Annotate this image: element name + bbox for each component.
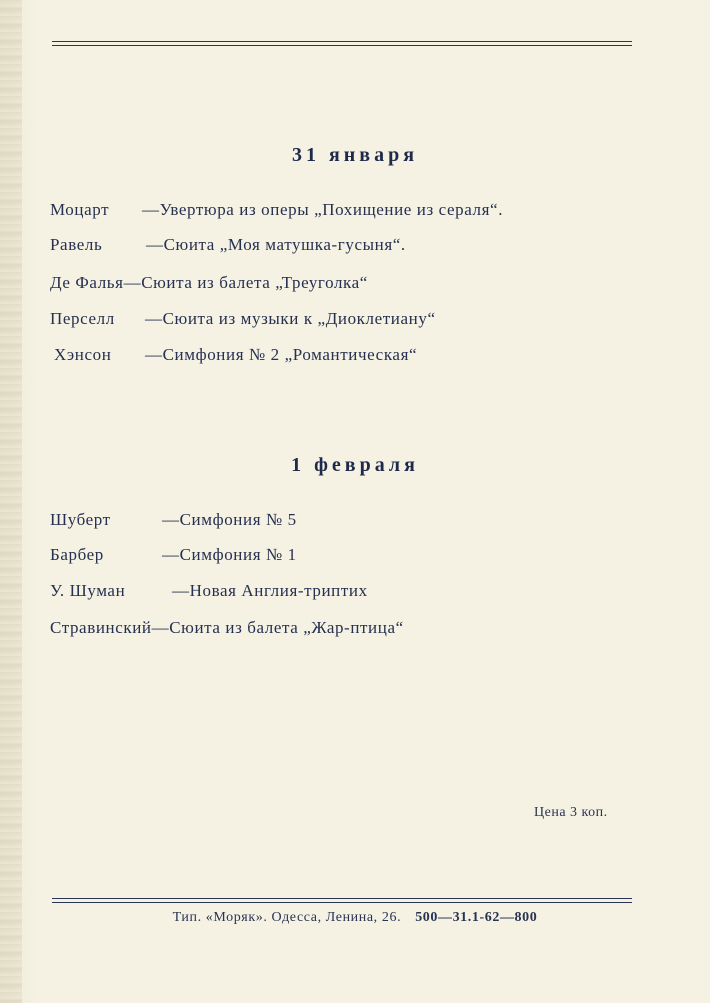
work-title: —Сюита из балета „Треуголка“ bbox=[123, 273, 368, 292]
work-title: —Сюита „Моя матушка-гусыня“. bbox=[146, 235, 406, 254]
price-label: Цена 3 коп. bbox=[534, 805, 608, 820]
program-row bbox=[50, 309, 436, 329]
composer-name: Барбер bbox=[50, 545, 104, 564]
program-row bbox=[50, 510, 297, 530]
bottom-rule-1 bbox=[52, 898, 632, 899]
program-row bbox=[50, 581, 368, 601]
program-row bbox=[50, 618, 404, 638]
top-rule-1 bbox=[52, 41, 632, 42]
program-row bbox=[50, 545, 297, 565]
work-title: —Сюита из балета „Жар-птица“ bbox=[151, 618, 404, 637]
printer-imprint bbox=[0, 910, 710, 926]
composer-name: Хэнсон bbox=[54, 345, 112, 364]
work-title: —Симфония № 2 „Романтическая“ bbox=[145, 345, 418, 364]
top-rule-2 bbox=[52, 45, 632, 46]
composer-name: Равель bbox=[50, 235, 103, 254]
work-title: —Симфония № 1 bbox=[162, 545, 297, 564]
composer-name: У. Шуман bbox=[50, 581, 126, 600]
concert-date-heading: 1 февраля bbox=[291, 454, 419, 476]
composer-name: Де Фалья bbox=[50, 273, 124, 292]
program-row bbox=[54, 345, 417, 365]
concert-date-heading: 31 января bbox=[291, 144, 419, 166]
print-order-code: 500—31.1-62—800 bbox=[415, 910, 538, 925]
printer-address: Тип. «Моряк». Одесса, Ленина, 26. bbox=[172, 910, 402, 925]
composer-name: Стравинский bbox=[50, 618, 152, 637]
composer-name: Шуберт bbox=[50, 510, 111, 529]
bottom-rule-2 bbox=[52, 902, 632, 903]
program-row bbox=[50, 200, 503, 220]
program-row bbox=[50, 235, 406, 255]
work-title: —Новая Англия-триптих bbox=[172, 581, 368, 600]
work-title: —Сюита из музыки к „Диоклетиану“ bbox=[145, 309, 436, 328]
work-title: —Увертюра из оперы „Похищение из сераля“. bbox=[142, 200, 504, 219]
work-title: —Симфония № 5 bbox=[162, 510, 297, 529]
composer-name: Моцарт bbox=[50, 200, 110, 219]
composer-name: Перселл bbox=[50, 309, 115, 328]
program-row bbox=[50, 273, 368, 293]
